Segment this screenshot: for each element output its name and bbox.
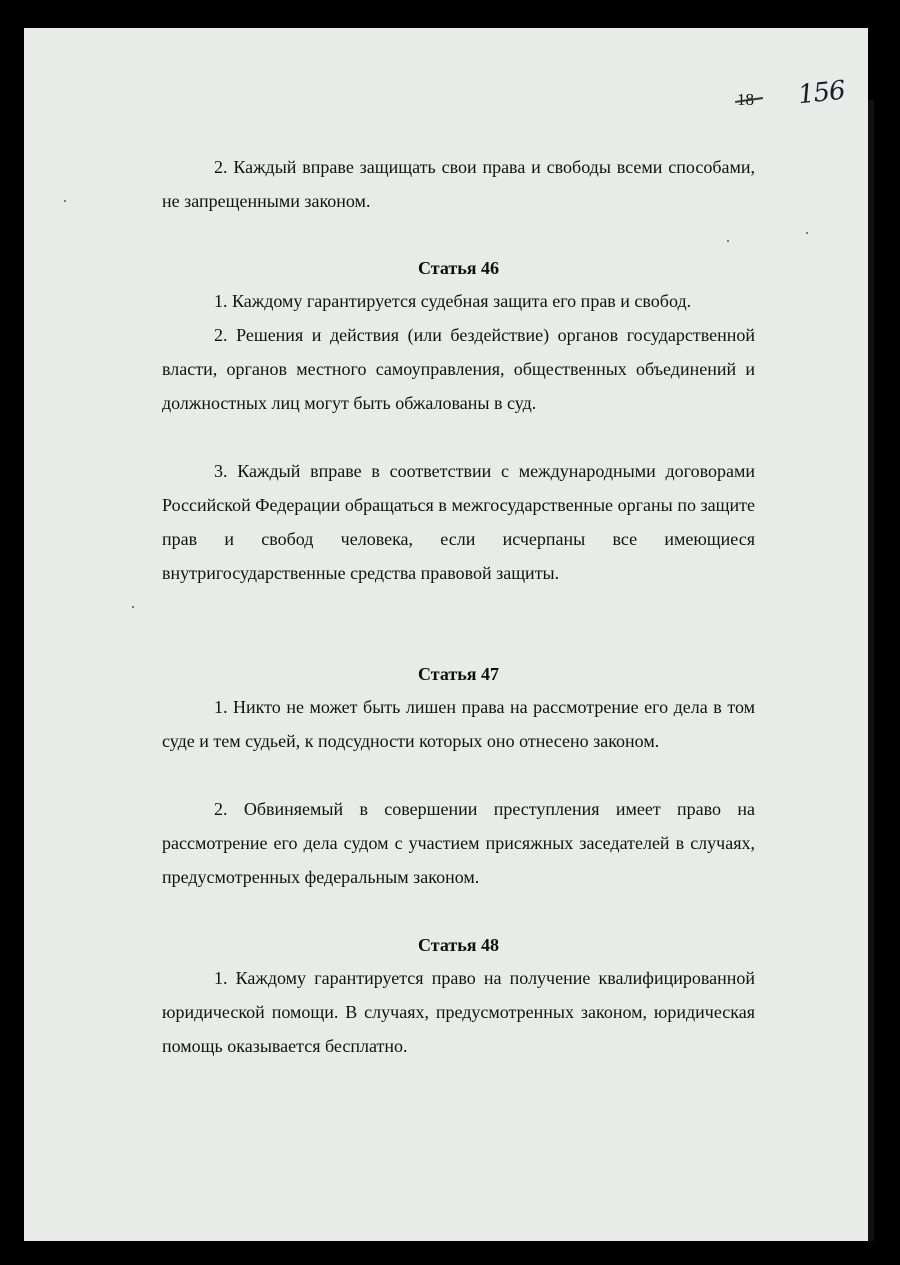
paragraph-46-2: 2. Решения и действия (или бездействие) органов государственной власти, органов местного самоуправления, общественных объединений и должностных лиц могут быть обжалованы в суд.: [162, 325, 755, 413]
scan-speck: [132, 606, 134, 608]
scan-speck: [806, 232, 808, 234]
paragraph-48-1: 1. Каждому гарантируется право на получение квалифицированной юридической помощи. В случаях, предусмотренных законом, юридическая помощь оказывается бесплатно.: [162, 968, 755, 1056]
paragraph-46-1: 1. Каждому гарантируется судебная защита его прав и свобод.: [214, 291, 692, 311]
paragraph-47-2: 2. Обвиняемый в совершении преступления имеет право на рассмотрение его дела судом с участием присяжных заседателей в случаях, предусмотренных федеральным законом.: [162, 799, 755, 887]
paragraph-45-2: 2. Каждый вправе защищать свои права и свободы всеми способами, не запрещенными законом.: [162, 157, 755, 211]
handwritten-page-number: 156: [796, 75, 847, 111]
paragraph-47-1: 1. Никто не может быть лишен права на рассмотрение его дела в том суде и тем судьей, к подсудности которых оно отнесено законом.: [162, 697, 755, 751]
heading-article-47: Статья 47: [418, 664, 499, 684]
page-edge-shadow: [868, 100, 874, 1241]
scan-speck: [727, 240, 729, 242]
scan-speck: [64, 200, 66, 202]
heading-article-46: Статья 46: [418, 258, 499, 278]
heading-article-48: Статья 48: [418, 935, 499, 955]
paragraph-46-3: 3. Каждый вправе в соответствии с международными договорами Российской Федерации обращаться в межгосударственные органы по защите прав и свобод человека, если исчерпаны все имеющиеся внутригосударственные средства правовой защиты.: [162, 461, 755, 583]
